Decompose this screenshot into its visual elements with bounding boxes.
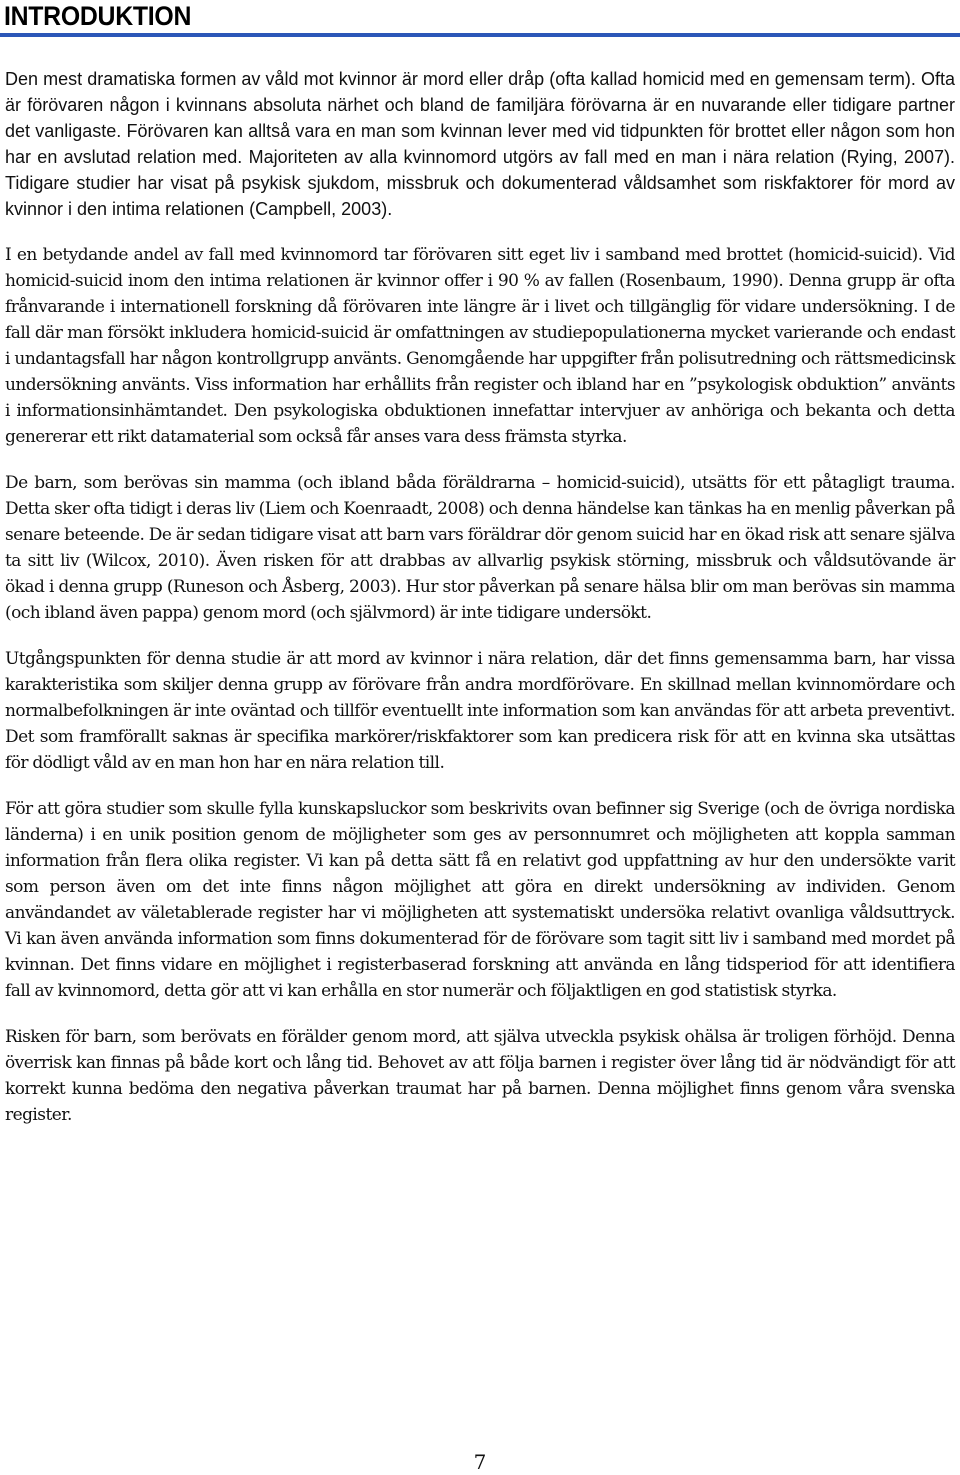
title-underline-rule	[0, 33, 960, 37]
page-title: INTRODUKTION	[4, 1, 192, 31]
paragraph-6: Risken för barn, som berövats en förälder genom mord, att själva utveckla psykisk ohälsa är troligen förhöjd. Denna överrisk kan finnas på både kort och lång tid. Behovet av att följa barnen i register över lång tid är nödvändigt för att korrekt kunna bedöma den negativa påverkan traumat har på barnen. Denna möjlighet finns genom våra svenska register.	[5, 1027, 955, 1125]
paragraph-3: De barn, som berövas sin mamma (och ibland båda föräldrarna – homicid-suicid), utsätts för ett påtagligt trauma. Detta sker ofta tidigt i deras liv (Liem och Koenraadt, 2008) och denna händelse kan tänkas ha en menlig påverkan på senare beteende. De är sedan tidigare visat att barn vars föräldrar dör genom suicid har en ökad risk att senare själva ta sitt liv (Wilcox, 2010). Även risken för att drabbas av allvarlig psykisk störning, missbruk och våldsutövande är ökad i denna grupp (Runeson och Åsberg, 2003). Hur stor påverkan på senare hälsa blir om man berövas sin mamma (och ibland även pappa) genom mord (och självmord) är inte tidigare undersökt.	[5, 473, 955, 623]
paragraph-5: För att göra studier som skulle fylla kunskapsluckor som beskrivits ovan befinner sig Sverige (och de övriga nordiska länderna) i en unik position genom de möjligheter som ges av personnumret och möjligheten att koppla samman information från flera olika register. Vi kan på detta sätt få en relativt god uppfattning av hur den undersökte varit som person även om det inte finns någon möjlighet att göra en direkt undersökning av individen. Genom användandet av väletablerade register har vi möjligheten att systematiskt undersöka relativt ovanliga våldsuttryck. Vi kan även använda information som finns dokumenterad för de förövare som tagit sitt liv i samband med mordet på kvinnan. Det finns vidare en möjlighet i registerbaserad forskning att använda en lång tidsperiod för att identifiera fall av kvinnomord, detta gör att vi kan erhålla en stor numerär och följaktligen en god statistisk styrka.	[5, 799, 955, 1001]
document-body	[5, 66, 955, 1148]
paragraph-1: Den mest dramatiska formen av våld mot kvinnor är mord eller dråp (ofta kallad homicid med en gemensam term). Ofta är förövaren någon i kvinnans absoluta närhet och bland de familjära förövarna är en nuvarande eller tidigare partner det vanligaste. Förövaren kan alltså vara en man som kvinnan lever med vid tidpunkten för brottet eller någon som hon har en avslutad relation med. Majoriteten av alla kvinnomord utgörs av fall med en man i nära relation (Rying, 2007). Tidigare studier har visat på psykisk sjukdom, missbruk och dokumenterad våldsamhet som riskfaktorer för mord av kvinnor i den intima relationen (Campbell, 2003).	[5, 69, 955, 219]
paragraph-2: I en betydande andel av fall med kvinnomord tar förövaren sitt eget liv i samband med brottet (homicid-suicid). Vid homicid-suicid inom den intima relationen är kvinnor offer i 90 % av fallen (Rosenbaum, 1990). Denna grupp är ofta frånvarande i internationell forskning då förövaren inte längre är i livet och tillgänglig för vidare undersökning. I de fall där man försökt inkludera homicid-suicid är omfattningen av studiepopulationerna mycket varierande och endast i undantagsfall har någon kontrollgrupp använts. Genomgående har uppgifter från polisutredning och rättsmedicinsk undersökning använts. Viss information har erhållits från register och ibland har en ”psykologisk obduktion” använts i informationsinhämtandet. Den psykologiska obduktionen innefattar intervjuer av anhöriga och bekanta och detta genererar ett rikt datamaterial som också får anses vara dess främsta styrka.	[5, 245, 955, 447]
paragraph-4: Utgångspunkten för denna studie är att mord av kvinnor i nära relation, där det finns gemensamma barn, har vissa karakteristika som skiljer denna grupp av förövare från andra mordförövare. En skillnad mellan kvinnomördare och normalbefolkningen är inte oväntad och tillför eventuellt inte information som kan användas för att arbeta preventivt. Det som framförallt saknas är specifika markörer/riskfaktorer som kan predicera risk för att en kvinna ska utsättas för dödligt våld av en man hon har en nära relation till.	[5, 649, 955, 773]
page-number: 7	[473, 1450, 487, 1474]
